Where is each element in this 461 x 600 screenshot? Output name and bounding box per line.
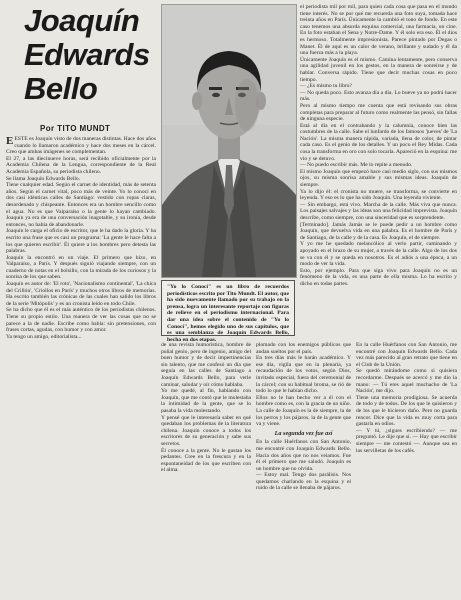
photo-caption: "Yo lo Conocí" es un libro de recuerdos periodísticos escrito por Tito Mundt. El autor, que ha sido nuevamente llamado por su trabajo en la prensa, logra un interesante reportaje con figuras de relieve en el periodismo internacional. Para dar una idea sobre el contenido de "Yo lo Conocí", hemos elegido uno de sus capítulos, que es una semblanza de Joaquín Edwards Bello, hecha en dos etapas. — [161, 280, 295, 336]
paragraph-text: ESTE es Joaquín visto de dos maneras distintas. Hace dos años cuando lo llamaron académico y hace dos meses en la cárcel. Creo que ambas imágenes se complementan. — [6, 136, 156, 156]
paragraph: Y pensé que le interesaría saber en qué quedaban los problemas de la literatura chilena. Joaquín conoce a todos los escritores de su generación y sabe sus secretos. — [161, 414, 251, 447]
paragraph: — No puedo escribir más. Me lo repite a menudo. — [300, 162, 413, 169]
paragraph: [Terminado]. Jamás Jamás se le puede pedir a un hombre como Joaquín, que devuelva vida en una palabra. Es el hombre de París y de Santiago, de la calle y de la casa. Es Joaquín, el de siempre. — [300, 221, 457, 241]
paragraph: Se llama Joaquín Edwards Bello. — [6, 175, 81, 182]
portrait-photo — [161, 4, 297, 278]
paragraph: — Y tú, ¿sigues escribiendo? — me preguntó. Le dije que sí. — Hay que escribir siempre — me contestó —. Aunque sea en las servilletas de los cafés. — [356, 427, 457, 454]
paragraph: Yo me quedé, al fin, hablando con Joaquín, que me contó que le molestaba la intimidad de la gente, que se lo pasaba la vida molestando. — [161, 388, 251, 414]
subheading: La segunda vez fue así — [274, 429, 333, 437]
paragraph: plomado con los enemigos públicos que andan sueltos por el país. — [256, 342, 351, 355]
article-column-middle-2 — [256, 342, 351, 596]
paragraph: el periodista mil por mil, para quien cada cosa que pasa en el mundo tiene interés. No se por qué me recuerda una foto suya, tomada hace treinta años en París. Únicamente la cambió el tono de fondo. En este caso tenemos una absurda esquina comercial, una farmacia, un cine. En la foto estaban el Sena y Notre-Dame. Y él solo era eso. Él el dios es hermoso. Totalmente impresionista. Parece pintado por Degas o Manet. Él de aquí es un calor de verano, brillante y sudado y él da una fuerza más a la playa. — [300, 4, 457, 57]
paragraph: Él conoce a la gente. No le gustan los pedantes. Cree en la frescura y en la espontaneidad de los que escriben con el alma. — [161, 447, 251, 474]
paragraph: Ellos no le han hecho ver a él con el hombre como es, con la gracia de un niño. La calle de Joaquín es la de siempre, la de los perros y los pájaros, la de la gente que va y viene. — [256, 394, 351, 428]
paragraph: Tiene una memoria prodigiosa. Se acuerda de todo y de todos. De los que le quisieron y de los que le hicieron daño. Pero no guarda rencor. Dice que la vida es muy corta para gastarla en odios. — [356, 394, 457, 428]
paragraph: Únicamente Joaquín es el mismo. Camina lentamente, pero conserva una agilidad juvenil en los gestos, en la manera de sonreírse y de hablar. Conversa rápido. Tiene que decir muchas cosas en poco tiempo. — [300, 56, 457, 83]
paragraph: Se ha dicho que él es el más auténtico de los periodistas chilenos. Tiene su propio estilo. Una manera de ver las cosas que no se parece a la de nadie. Escribe como habla: sin pretensiones, con frases cortas, agudas, con humor y con amor. — [6, 307, 156, 334]
paragraph: — No queda poco. Esto avanza día a día. Lo bueve ya no podrá hacer más. — [300, 89, 457, 103]
paragraph: Está al día en el contrabando y la calumnia, conoce bien las costumbres de la calle. Sabe el lunfardo de los famosos 'jueves' de 'La Nación'. La misma manera rápida, variada, llena de color, de pintar cada caso. Es el genio de los detalles. Y un poco el Rey Midas. Cada cosa la transforma en oro con solo tocarla. Apareció en la esquina: me vio y se detuvo. — [300, 122, 457, 162]
headline-line-1: Joaquín — [24, 3, 140, 38]
article-column-right-top — [300, 4, 457, 338]
paragraph: En la calle Huérfanos con San Antonio, me encontré con Joaquín Edwards Bello. Cada vez más parecido al gran retrato que tiene en el Club de la Unión. — [356, 342, 457, 368]
paragraph: En tres días más le harán académico. Y ese día, vigila que en la plenaria, ya recaudación de los votos, según Dios, invitado especial, fuera del ceremonial de la cárcel; con su habitual broma, se rió de todo lo que le habían dicho. — [256, 355, 351, 395]
article-column-middle-1 — [161, 342, 251, 596]
paragraph: El mismo Joaquín que empezó hace casi medio siglo, con sus mismos ojos, su misma sonrisa amable y sus mismas ideas. Joaquín de siempre. — [300, 168, 457, 189]
paragraph: — Sin embargo, está vivo. Marcha de la calle. Más viva que nunca. Los paisajes salvajes y las ideas son una felicidad imprevista. Joaquín describe, como siempre, con una sinceridad que es sorprendente. — [300, 201, 457, 221]
paragraph: El 27, a las diecinueve horas, será recibido oficialmente por la Academia Chilena de la Lengua, correspondiente de la Real Academia Española, su periodista chileno. — [6, 155, 156, 175]
drop-cap: E — [6, 136, 14, 147]
paragraph: Ya lo dijo él: el cronista no muere, se transforma, se convierte en leyenda. Y eso es lo que ha sido Joaquín. Una leyenda viviente. — [300, 188, 457, 202]
article-column-left — [6, 136, 156, 596]
paragraph: Se quedó mirándome como si quisiera recordarme. Después se acercó y me dio la mano: — Tú eres aquel muchacho de 'La Nación', me dijo. — [356, 368, 457, 395]
paragraph: Joaquín la encontró en un viaje. El primero que hizo, en Valparaíso, a París. Y después siguió viajando siempre, con un cuaderno de notas en el bolsillo, con la mirada de los curiosos y la sonrisa de los que saben. — [6, 254, 156, 281]
headline-line-2: Edwards — [24, 37, 150, 72]
paragraph: — ¿Es mismo tu libro? — [300, 83, 352, 90]
article-column-right-bottom — [356, 342, 457, 596]
paragraph: — Estoy mal. Tengo dos parálisis. Nos quedamos charlando en la esquina y el ruido de la calle se llenaba de pájaros. — [256, 472, 351, 492]
byline: Por TITO MUNDT — [40, 124, 111, 133]
paragraph: Joaquín es autor de: 'El roto', 'Nacionalismo continental', 'La chica del Crillón', 'Criollos en París' y muchos otros libros de memorias. Ha escrito también las crónicas de las cuales han salido los libros de la serie 'Mitópolis' y es un cronista leído en todo Chile. — [6, 281, 156, 307]
paragraph: Joaquín le carga el oficio de escritor, que le ha dado la gloria. Y ha escrito una frase que es casi un programa: 'La gente le hace falta a los que quieren escribir'. Él quiere a los hombres pero detesta las palabras. — [6, 228, 156, 255]
paragraph: Pero al mismo tiempo me cuenta que está revisando sus obras completas para preparar al futuro como realmente las pensó, sin fallas de ninguna especie. — [300, 102, 457, 123]
headline — [24, 4, 154, 106]
headline-line-3: Bello — [24, 71, 98, 106]
portrait-illustration — [162, 5, 296, 277]
paragraph: Y yo me he quedado melancólico al verlo partir, caminando y apoyado en el brazo de su mujer, a través de la calle. Algo de los dos se va con él y se queda en nosotros. Es el adiós a una época, a un modo de ver la vida. — [300, 241, 457, 268]
paragraph: Tiene cualquier edad. Según el carnet de identidad, más de setenta años. Según el carnet vital, poco más de veinte. Yo lo conocí en dos casi idénticas calles de Santiago: vestido con ropas claras, desordenado y chispeante. Entonces era un hombre sencillo como el agua. No es que Valparaíso o la gente lo hayan cambiado. Joaquín ya era de una conversación inagotable, y su ironía, desde entonces, no había de abandonarle. — [6, 182, 156, 228]
paragraph: Ya tengo un amigo, editorialista... — [6, 333, 82, 340]
paragraph: Esto, por ejemplo. Para que siga vivo para Joaquín no es un fenómeno de la vida, es una parte de ella misma. Lo ha escrito y dicho en todas partes. — [300, 267, 457, 287]
paragraph — [6, 136, 156, 156]
paragraph: de una revista humorística, hombre de puñal genio, pero de ingenio, amigo del buen humor y de decir impertinencias sin talento, que me confesó un día que seguía en las calles de Santiago a Joaquín Edwards Bello, para verle caminar, saludar y oír cómo hablaba. — [161, 342, 251, 388]
paragraph: En la calle Huérfanos con San Antonio, me encontré con Joaquín Edwards Bello. Hacía dos años que no nos veíamos. Fue él el primero que me saludó. Joaquín es un hombre que no olvida. — [256, 439, 351, 472]
